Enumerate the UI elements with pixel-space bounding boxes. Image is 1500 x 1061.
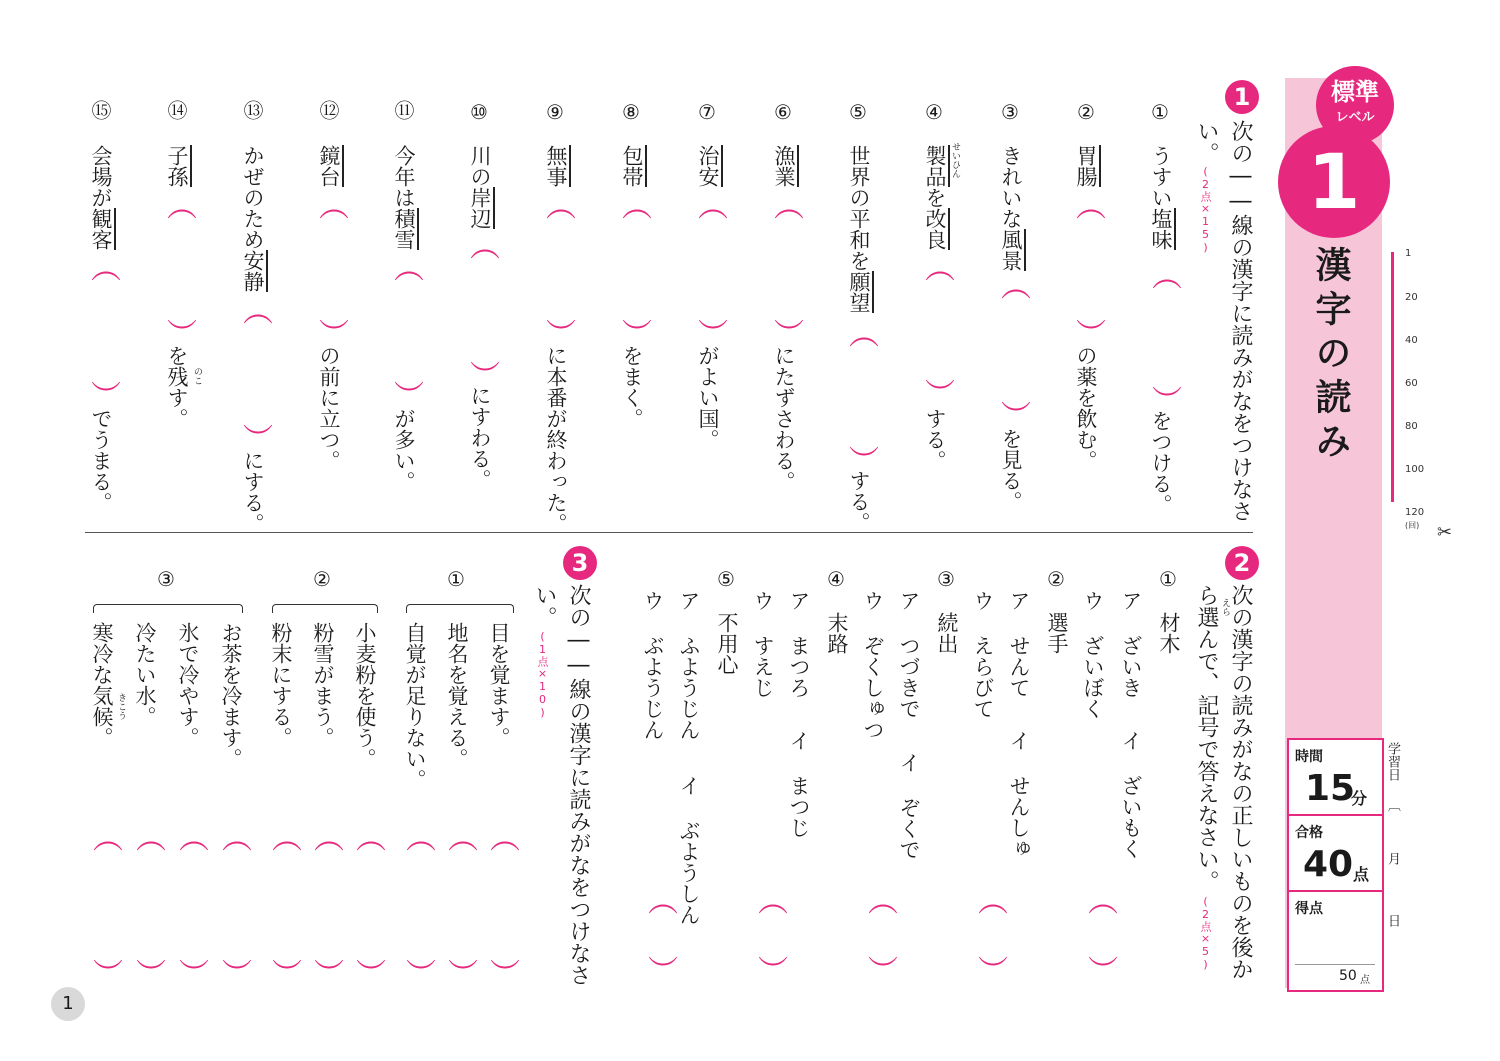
- scale-label: 120: [1405, 507, 1425, 518]
- time-unit: 分: [1351, 789, 1368, 808]
- answer-blank[interactable]: ︵: [642, 885, 677, 915]
- s1-item-text: [1000, 145, 1021, 271]
- ruby: せいひん: [950, 142, 960, 178]
- item-text: 川の: [468, 145, 492, 187]
- group-number: ③: [154, 567, 178, 591]
- study-date-day: 日: [1385, 914, 1400, 927]
- answer-blank-close: ︶: [752, 955, 787, 985]
- item-number: ⑭: [164, 100, 188, 120]
- answer-blank[interactable]: ︵: [464, 230, 499, 260]
- item-text-post: の薬を飲む。: [1074, 345, 1098, 471]
- choice-a: ア せんて: [1007, 590, 1031, 698]
- group-bracket: [406, 604, 514, 613]
- underlined-word: 積雪: [392, 208, 419, 250]
- answer-blank[interactable]: ︵: [308, 822, 343, 852]
- s1-item-text: [621, 145, 642, 187]
- s1-item-text: [697, 145, 718, 187]
- answer-blank[interactable]: ︵: [350, 822, 385, 852]
- answer-blank-close: ︶: [87, 958, 122, 988]
- level-top: 標準: [1331, 78, 1379, 106]
- answer-blank-close: ︶: [266, 958, 301, 988]
- answer-blank[interactable]: ︵: [313, 190, 348, 220]
- item-text-post: をまく。: [620, 345, 644, 429]
- answer-blank-close: ︶: [642, 955, 677, 985]
- item-text-post: でうまる。: [89, 408, 113, 513]
- study-date-month: 月: [1385, 852, 1400, 865]
- pass-unit: 点: [1353, 865, 1370, 884]
- item-text: を: [923, 187, 947, 208]
- underlined-word: 治安: [696, 145, 723, 187]
- choice-b: イ ぶようしん: [677, 775, 701, 925]
- item-number: ⑪: [391, 100, 415, 120]
- choice-c: ウ えらびて: [971, 590, 995, 719]
- s1-item-text: [242, 145, 263, 292]
- answer-blank[interactable]: ︵: [161, 190, 196, 220]
- item-text-post: する。: [847, 470, 871, 533]
- item-number: ④: [922, 100, 946, 124]
- s3-sentence: 粉雪がまう。: [311, 622, 335, 748]
- answer-blank-close: ︶: [768, 318, 803, 348]
- section2-instruction-cont: ら選んで、記号で答えなさい。: [1194, 584, 1219, 892]
- s1-item-text: [848, 145, 869, 313]
- answer-blank-close: ︶: [843, 445, 878, 475]
- answer-blank[interactable]: ︵: [85, 252, 120, 282]
- choice-c: ウ ぞくしゅつ: [861, 590, 885, 740]
- answer-blank[interactable]: ︵: [843, 318, 878, 348]
- score-cell: [1289, 892, 1382, 990]
- choice-b: イ せんしゅ: [1007, 730, 1031, 859]
- time-value: 15: [1305, 768, 1356, 809]
- group-number: ①: [444, 567, 468, 591]
- scale-label: 20: [1405, 292, 1418, 303]
- item-text-post: にする。: [241, 450, 265, 534]
- pass-value: 40: [1303, 844, 1354, 885]
- study-date-label: 学習日: [1385, 742, 1400, 781]
- date-bracket-open: ︹: [1388, 799, 1402, 814]
- item-number: ⑩: [467, 100, 491, 124]
- underlined-word: 岸辺: [468, 187, 495, 229]
- pass-cell: [1289, 816, 1382, 892]
- time-cell: [1289, 740, 1382, 816]
- answer-blank[interactable]: ︵: [1146, 260, 1181, 290]
- scale-label: 80: [1405, 421, 1418, 432]
- item-text: 今年は: [392, 145, 416, 208]
- kanji-word: 続出: [935, 612, 959, 654]
- choice-b: イ ざいもく: [1119, 730, 1143, 859]
- answer-blank-close: ︶: [1082, 955, 1117, 985]
- section1-instruction: 次の――線の漢字に読みがなをつけなさ: [1228, 120, 1253, 522]
- section2-points: (2点×5): [1199, 895, 1212, 971]
- answer-blank[interactable]: ︵: [1082, 885, 1117, 915]
- underlined-word: 風景: [999, 229, 1026, 271]
- section1-points: (2点×15): [1199, 165, 1212, 254]
- answer-blank[interactable]: ︵: [919, 252, 954, 282]
- choice-a: ア まつろ: [787, 590, 811, 698]
- answer-blank-close: ︶: [995, 400, 1030, 430]
- underlined-word: 包帯: [620, 145, 647, 187]
- s1-item-text: [773, 145, 794, 187]
- item-text-post: がよい国。: [696, 345, 720, 450]
- section3-points: (1点×10): [536, 630, 549, 719]
- answer-blank-close: ︶: [308, 958, 343, 988]
- kanji-word: 選手: [1045, 612, 1069, 654]
- item-text-post: を残す。: [165, 345, 189, 429]
- answer-blank-close: ︶: [388, 380, 423, 410]
- group-bracket: [272, 604, 378, 613]
- s3-sentence: 氷で冷やす。: [176, 622, 200, 748]
- underlined-word: 観客: [89, 208, 116, 250]
- level-bottom: レベル: [1335, 110, 1375, 125]
- item-text: きれいな: [999, 145, 1023, 229]
- item-text: うすい: [1149, 145, 1173, 208]
- answer-blank[interactable]: ︵: [616, 190, 651, 220]
- underlined-word: 漁業: [772, 145, 799, 187]
- item-text-post: を見る。: [999, 428, 1023, 512]
- answer-blank[interactable]: ︵: [173, 822, 208, 852]
- ruby: きこう: [116, 693, 126, 720]
- section1-badge: 1: [1225, 80, 1259, 114]
- s1-item: [1150, 100, 1170, 124]
- s1-item-text: [1150, 145, 1171, 250]
- item-number: ⑥: [771, 100, 795, 124]
- underlined-word: 製品: [923, 145, 950, 187]
- s1-item-text: [318, 145, 339, 187]
- item-number: ⑬: [240, 100, 264, 120]
- answer-blank-close: ︶: [972, 955, 1007, 985]
- answer-blank-close: ︶: [540, 318, 575, 348]
- answer-blank-close: ︶: [237, 423, 272, 453]
- answer-blank[interactable]: ︵: [768, 190, 803, 220]
- score-line: [1295, 964, 1375, 965]
- item-number: ④: [824, 567, 848, 591]
- kanji-word: 不用心: [715, 612, 739, 675]
- item-number: ⑤: [714, 567, 738, 591]
- section1-instruction-cont: い。: [1194, 120, 1219, 164]
- item-number: ⑮: [88, 100, 112, 120]
- unit-number: 1: [1278, 126, 1390, 238]
- score-label: 得点: [1295, 901, 1323, 917]
- item-text: かぜのため: [241, 145, 265, 250]
- s3-sentence: 小麦粉を使う。: [353, 622, 377, 769]
- answer-blank-close: ︶: [442, 958, 477, 988]
- ruby: のこ: [192, 367, 202, 385]
- s1-item-text: [166, 145, 187, 187]
- s1-item-text: [393, 145, 414, 250]
- item-number: ⑧: [619, 100, 643, 124]
- page-number: 1: [51, 987, 85, 1021]
- answer-blank[interactable]: ︵: [540, 190, 575, 220]
- answer-blank[interactable]: ︵: [388, 252, 423, 282]
- underlined-word: 鏡台: [317, 145, 344, 187]
- score-max: 50: [1339, 968, 1357, 984]
- answer-blank[interactable]: ︵: [442, 822, 477, 852]
- answer-blank[interactable]: ︵: [130, 822, 165, 852]
- answer-blank[interactable]: ︵: [216, 822, 251, 852]
- section3-instruction-cont: い。: [532, 584, 557, 628]
- section3-instruction: 次の――線の漢字に読みがなをつけなさ: [566, 584, 591, 986]
- answer-blank[interactable]: ︵: [972, 885, 1007, 915]
- answer-blank-close: ︶: [484, 958, 519, 988]
- answer-blank-close: ︶: [216, 958, 251, 988]
- scale-label: 100: [1405, 464, 1425, 475]
- underlined-word: 子孫: [165, 145, 192, 187]
- answer-blank[interactable]: ︵: [237, 295, 272, 325]
- choice-c: ウ すえじ: [751, 590, 775, 698]
- group-number: ②: [310, 567, 334, 591]
- score-box: [1287, 738, 1384, 992]
- item-text-post: の前に立つ。: [317, 345, 341, 471]
- section3-badge: 3: [563, 546, 597, 580]
- answer-blank-close: ︶: [161, 318, 196, 348]
- item-number: ①: [1148, 100, 1172, 124]
- answer-blank-close: ︶: [1070, 318, 1105, 348]
- item-number: ③: [998, 100, 1022, 124]
- choice-c: ウ ざいぼく: [1081, 590, 1105, 719]
- item-number: ②: [1074, 100, 1098, 124]
- underlined-word: 安静: [241, 250, 268, 292]
- answer-blank[interactable]: ︵: [87, 822, 122, 852]
- item-number: ⑨: [543, 100, 567, 124]
- scale-unit: (回): [1405, 521, 1420, 530]
- answer-blank-close: ︶: [616, 318, 651, 348]
- answer-blank-close: ︶: [919, 378, 954, 408]
- s1-item-text: [90, 145, 111, 250]
- item-text-post: をつける。: [1149, 410, 1173, 515]
- time-label: 時間: [1295, 749, 1323, 765]
- score-unit: 点: [1360, 975, 1370, 986]
- scissors-icon: ✂: [1437, 522, 1453, 543]
- answer-blank-close: ︶: [1146, 385, 1181, 415]
- progress-scale: [1385, 248, 1430, 530]
- s3-sentence: お茶を冷ます。: [219, 622, 243, 769]
- choice-b: イ ぞくで: [897, 752, 921, 860]
- answer-blank[interactable]: ︵: [995, 270, 1030, 300]
- item-number: ①: [1156, 567, 1180, 591]
- answer-blank[interactable]: ︵: [862, 885, 897, 915]
- answer-blank-close: ︶: [313, 318, 348, 348]
- item-text: 会場が: [89, 145, 113, 208]
- group-bracket: [93, 604, 243, 613]
- section2-instruction: 次の漢字の読みがなの正しいものを後か: [1228, 584, 1253, 980]
- s3-sentence: 自覚が足りない。: [403, 622, 427, 790]
- s1-item-text: [469, 145, 490, 229]
- underlined-word: 願望: [847, 271, 874, 313]
- choice-a: ア つづきで: [897, 590, 921, 719]
- item-text-post: にたずさわる。: [772, 345, 796, 492]
- item-number: ②: [1044, 567, 1068, 591]
- item-text-post: が多い。: [392, 408, 416, 492]
- s3-sentence: 目を覚ます。: [487, 622, 511, 748]
- choice-c: ウ ぶようじん: [641, 590, 665, 740]
- answer-blank-close: ︶: [400, 958, 435, 988]
- item-text-post: に本番が終わった。: [544, 345, 568, 534]
- pass-label: 合格: [1295, 825, 1323, 841]
- s3-sentence: 地名を覚える。: [445, 622, 469, 769]
- answer-blank[interactable]: ︵: [484, 822, 519, 852]
- scale-label: 60: [1405, 378, 1418, 389]
- answer-blank[interactable]: ︵: [266, 822, 301, 852]
- item-number: ③: [934, 567, 958, 591]
- choice-b: イ まつじ: [787, 730, 811, 838]
- item-text-post: にすわる。: [468, 385, 492, 490]
- answer-blank[interactable]: ︵: [752, 885, 787, 915]
- s1-item-text: [1075, 145, 1096, 187]
- item-text: 世界の平和を: [847, 145, 871, 271]
- answer-blank-close: ︶: [464, 360, 499, 390]
- choice-a: ア ふようじん: [677, 590, 701, 740]
- underlined-word: 塩味: [1149, 208, 1176, 250]
- unit-title: 漢字の読み: [1310, 246, 1351, 466]
- answer-blank[interactable]: ︵: [400, 822, 435, 852]
- item-text-post: する。: [923, 408, 947, 471]
- choice-a: ア ざいき: [1119, 590, 1143, 698]
- scale-label: 40: [1405, 335, 1418, 346]
- progress-scale-bar: [1391, 252, 1394, 502]
- s1-item-text: [545, 145, 566, 187]
- answer-blank[interactable]: ︵: [1070, 190, 1105, 220]
- answer-blank[interactable]: ︵: [692, 190, 727, 220]
- answer-blank-close: ︶: [130, 958, 165, 988]
- kanji-word: 材木: [1157, 612, 1181, 654]
- s3-sentence: 冷たい水。: [133, 622, 157, 727]
- underlined-word: 改良: [923, 208, 950, 250]
- s3-sentence: 寒冷な気候。: [90, 622, 114, 748]
- item-number: ⑤: [846, 100, 870, 124]
- section2-badge: 2: [1225, 546, 1259, 580]
- answer-blank-close: ︶: [862, 955, 897, 985]
- ruby: えら: [1220, 598, 1230, 616]
- scale-label: 1: [1405, 248, 1412, 259]
- underlined-word: 胃腸: [1074, 145, 1101, 187]
- kanji-word: 末路: [825, 612, 849, 654]
- answer-blank-close: ︶: [173, 958, 208, 988]
- s1-item-text: [924, 145, 945, 250]
- item-number: ⑦: [695, 100, 719, 124]
- underlined-word: 無事: [544, 145, 571, 187]
- answer-blank-close: ︶: [85, 380, 120, 410]
- item-number: ⑫: [316, 100, 340, 120]
- answer-blank-close: ︶: [350, 958, 385, 988]
- answer-blank-close: ︶: [692, 318, 727, 348]
- s3-sentence: 粉末にする。: [269, 622, 293, 748]
